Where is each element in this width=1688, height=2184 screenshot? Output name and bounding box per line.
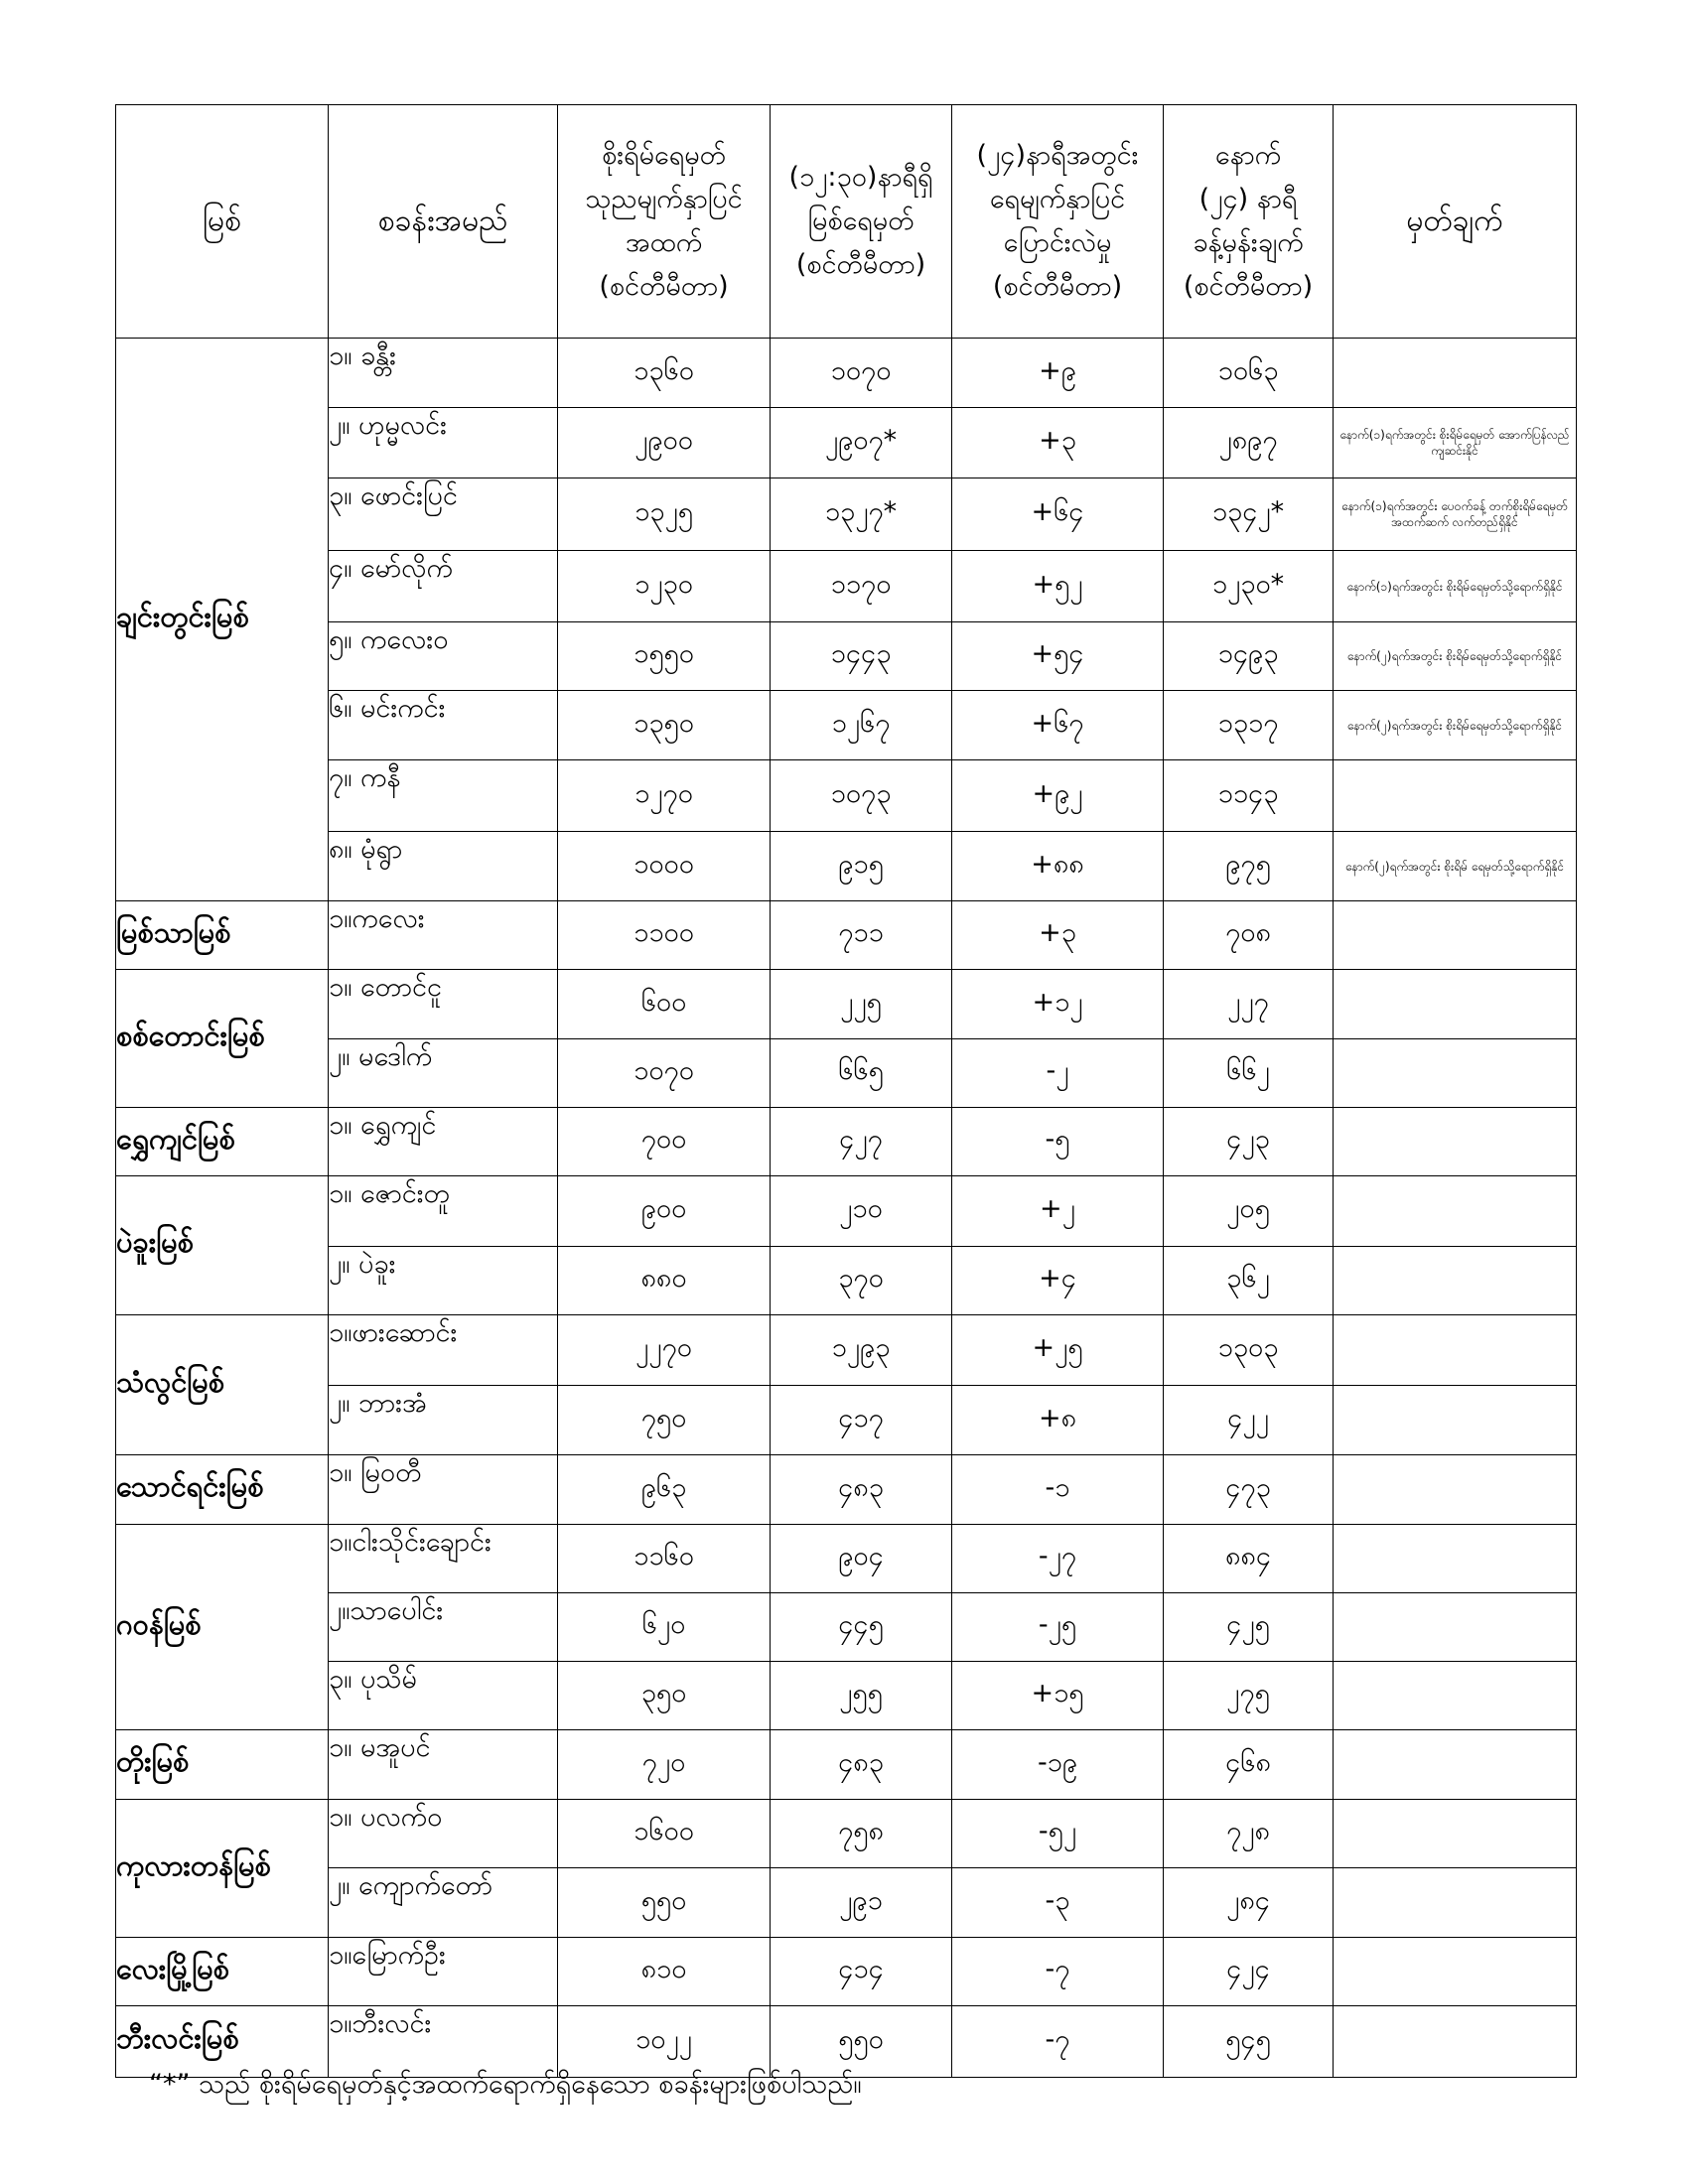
change-24h-cell: +၉	[952, 339, 1164, 408]
danger-level-cell: ၁၂၇၀	[558, 760, 771, 832]
table-row	[116, 1525, 1577, 1593]
change-24h-cell: +၆၄	[952, 478, 1164, 551]
change-24h-cell: +၁၅	[952, 1662, 1164, 1730]
station-name-cell: ၁။ဖားဆောင်း	[329, 1315, 558, 1386]
change-24h-cell: -၇	[952, 1938, 1164, 2006]
forecast-cell: ၄၂၃	[1164, 1108, 1334, 1176]
header-line: (စင်တီမီတာ)	[795, 249, 926, 280]
current-level-cell: ၂၉၁	[771, 1868, 952, 1938]
table-row	[116, 1315, 1577, 1386]
station-name-cell: ၇။ ကနီ	[329, 760, 558, 832]
table-row	[116, 1938, 1577, 2006]
forecast-cell: ၆၆၂	[1164, 1039, 1334, 1108]
remark-cell	[1334, 1108, 1577, 1176]
header-forecast	[1164, 105, 1334, 339]
river-name-cell: ချင်းတွင်းမြစ်	[116, 339, 329, 901]
table-row	[116, 832, 1577, 901]
current-level-cell: ၇၁၁	[771, 901, 952, 970]
current-level-cell: ၂၉၀၇*	[771, 408, 952, 478]
current-level-cell: ၁၀၇၀	[771, 339, 952, 408]
change-24h-cell: -၁	[952, 1455, 1164, 1525]
change-24h-cell: +၃	[952, 901, 1164, 970]
remark-cell: နောက်(၁)ရက်အတွင်း စိုးရိမ်ရေမှတ်သို့ရောက်ရှိနိုင်	[1334, 551, 1577, 622]
table-body	[116, 339, 1577, 2078]
table-row	[116, 408, 1577, 478]
current-level-cell: ၄၄၅	[771, 1593, 952, 1662]
table-row	[116, 551, 1577, 622]
table-row	[116, 1868, 1577, 1938]
current-level-cell: ၁၀၇၃	[771, 760, 952, 832]
header-station: စခန်းအမည်	[329, 105, 558, 339]
river-name-cell: တိုးမြစ်	[116, 1730, 329, 1800]
forecast-cell: ၄၂၅	[1164, 1593, 1334, 1662]
river-name-cell: လေးမြို့မြစ်	[116, 1938, 329, 2006]
table-row	[116, 1108, 1577, 1176]
river-name-cell: သံလွင်မြစ်	[116, 1315, 329, 1455]
change-24h-cell: +၈၈	[952, 832, 1164, 901]
station-name-cell: ၂။ ကျောက်တော်	[329, 1868, 558, 1938]
header-line: (စင်တီမီတာ)	[1183, 271, 1314, 302]
current-level-cell: ၄၈၃	[771, 1455, 952, 1525]
current-level-cell: ၄၁၄	[771, 1938, 952, 2006]
station-name-cell: ၁။ တောင်ငူ	[329, 970, 558, 1039]
table-row	[116, 1800, 1577, 1868]
river-name-cell: ကုလားတန်မြစ်	[116, 1800, 329, 1938]
table-row	[116, 339, 1577, 408]
station-name-cell: ၁။ကလေး	[329, 901, 558, 970]
header-line: (၂၄) နာရီ	[1198, 184, 1298, 214]
river-name-cell: သောင်ရင်းမြစ်	[116, 1455, 329, 1525]
station-name-cell: ၃။ ဖောင်းပြင်	[329, 478, 558, 551]
danger-level-cell: ၉၀၀	[558, 1176, 771, 1247]
station-name-cell: ၂။ ဘားအံ	[329, 1386, 558, 1455]
current-level-cell: ၉၀၄	[771, 1525, 952, 1593]
forecast-cell: ၁၃၄၂*	[1164, 478, 1334, 551]
table-row	[116, 1386, 1577, 1455]
danger-level-cell: ၁၃၂၅	[558, 478, 771, 551]
remark-cell	[1334, 1938, 1577, 2006]
river-name-cell: ဂဝန်မြစ်	[116, 1525, 329, 1730]
current-level-cell: ၆၆၅	[771, 1039, 952, 1108]
table-row	[116, 1176, 1577, 1247]
river-name-cell: ပဲခူးမြစ်	[116, 1176, 329, 1315]
station-name-cell: ၁။မြောက်ဦး	[329, 1938, 558, 2006]
remark-cell	[1334, 760, 1577, 832]
remark-cell	[1334, 1593, 1577, 1662]
station-name-cell: ၁။ဘီးလင်း	[329, 2006, 558, 2078]
station-name-cell: ၃။ ပုသိမ်	[329, 1662, 558, 1730]
danger-level-cell: ၇၅၀	[558, 1386, 771, 1455]
danger-level-cell: ၇၂၀	[558, 1730, 771, 1800]
remark-cell: နောက်(၁)ရက်အတွင်း ပေ၀က်ခန့် တက်စိုးရိမ်ရေမှတ်အထက်ဆက် လက်တည်ရှိနိုင်	[1334, 478, 1577, 551]
river-name-cell: မြစ်သာမြစ်	[116, 901, 329, 970]
current-level-cell: ၁၂၆၇	[771, 691, 952, 760]
header-line: ပြောင်းလဲမှု	[1003, 227, 1112, 258]
current-level-cell: ၄၈၃	[771, 1730, 952, 1800]
change-24h-cell: +၆၇	[952, 691, 1164, 760]
danger-level-cell: ၂၉၀၀	[558, 408, 771, 478]
forecast-cell: ၂၂၇	[1164, 970, 1334, 1039]
river-name-cell: စစ်တောင်းမြစ်	[116, 970, 329, 1108]
change-24h-cell: -၂၅	[952, 1593, 1164, 1662]
table-row	[116, 901, 1577, 970]
current-level-cell: ၄၁၇	[771, 1386, 952, 1455]
forecast-cell: ၁၃၀၃	[1164, 1315, 1334, 1386]
table-row	[116, 1730, 1577, 1800]
footer-note: “*” သည် စိုးရိမ်ရေမှတ်နှင့်အထက်ရောက်ရှိနေသော စခန်းများဖြစ်ပါသည်။	[149, 2069, 862, 2100]
forecast-cell: ၉၇၅	[1164, 832, 1334, 901]
station-name-cell: ၈။ မုံရွာ	[329, 832, 558, 901]
station-name-cell: ၁။ ဇောင်းတူ	[329, 1176, 558, 1247]
danger-level-cell: ၈၁၀	[558, 1938, 771, 2006]
station-name-cell: ၂။ မဒေါက်	[329, 1039, 558, 1108]
station-name-cell: ၅။ ကလေး၀	[329, 622, 558, 691]
station-name-cell: ၁။ ပလက်၀	[329, 1800, 558, 1868]
current-level-cell: ၁၃၂၇*	[771, 478, 952, 551]
forecast-cell: ၁၁၄၃	[1164, 760, 1334, 832]
change-24h-cell: -၁၉	[952, 1730, 1164, 1800]
header-line: မြစ်ရေမှတ်	[807, 205, 914, 236]
change-24h-cell: -၂	[952, 1039, 1164, 1108]
remark-cell	[1334, 1868, 1577, 1938]
table-row	[116, 1247, 1577, 1315]
station-name-cell: ၁။ မအူပင်	[329, 1730, 558, 1800]
change-24h-cell: +၅၄	[952, 622, 1164, 691]
table-row	[116, 622, 1577, 691]
header-remark: မှတ်ချက်	[1334, 105, 1577, 339]
forecast-cell: ၃၆၂	[1164, 1247, 1334, 1315]
table-row	[116, 970, 1577, 1039]
remark-cell	[1334, 339, 1577, 408]
station-name-cell: ၂။ ပဲခူး	[329, 1247, 558, 1315]
change-24h-cell: -၇	[952, 2006, 1164, 2078]
forecast-cell: ၈၈၄	[1164, 1525, 1334, 1593]
table-row	[116, 691, 1577, 760]
header-line: (စင်တီမီတာ)	[992, 271, 1123, 302]
danger-level-cell: ၈၈၀	[558, 1247, 771, 1315]
current-level-cell: ၄၂၇	[771, 1108, 952, 1176]
danger-level-cell: ၉၆၃	[558, 1455, 771, 1525]
danger-level-cell: ၇၀၀	[558, 1108, 771, 1176]
danger-level-cell: ၂၂၇၀	[558, 1315, 771, 1386]
change-24h-cell: +၅၂	[952, 551, 1164, 622]
danger-level-cell: ၁၃၅၀	[558, 691, 771, 760]
change-24h-cell: +၂	[952, 1176, 1164, 1247]
river-water-level-table	[115, 104, 1577, 2078]
header-line: (၂၄)နာရီအတွင်း	[976, 140, 1139, 171]
danger-level-cell: ၅၅၀	[558, 1868, 771, 1938]
current-level-cell: ၂၁၀	[771, 1176, 952, 1247]
remark-cell	[1334, 1455, 1577, 1525]
river-name-cell: ဘီးလင်းမြစ်	[116, 2006, 329, 2078]
forecast-cell: ၁၂၃၀*	[1164, 551, 1334, 622]
forecast-cell: ၇၂၈	[1164, 1800, 1334, 1868]
forecast-cell: ၄၂၂	[1164, 1386, 1334, 1455]
forecast-cell: ၄၆၈	[1164, 1730, 1334, 1800]
change-24h-cell: +၃	[952, 408, 1164, 478]
forecast-cell: ၂၈၉၇	[1164, 408, 1334, 478]
remark-cell: နောက်(၁)ရက်အတွင်း စိုးရိမ်ရေမှတ် အောက်ပြန်လည်ကျဆင်းနိုင်	[1334, 408, 1577, 478]
remark-cell	[1334, 1315, 1577, 1386]
header-line: အထက်	[625, 227, 703, 258]
header-line: (စင်တီမီတာ)	[599, 271, 729, 302]
current-level-cell: ၅၅၀	[771, 2006, 952, 2078]
danger-level-cell: ၁၆၀၀	[558, 1800, 771, 1868]
forecast-cell: ၁၃၁၇	[1164, 691, 1334, 760]
table-row	[116, 1455, 1577, 1525]
danger-level-cell: ၁၂၃၀	[558, 551, 771, 622]
danger-level-cell: ၁၀၇၀	[558, 1039, 771, 1108]
remark-cell	[1334, 1039, 1577, 1108]
current-level-cell: ၁၁၇၀	[771, 551, 952, 622]
current-level-cell: ၂၅၅	[771, 1662, 952, 1730]
forecast-cell: ၂၇၅	[1164, 1662, 1334, 1730]
remark-cell	[1334, 970, 1577, 1039]
change-24h-cell: +၄	[952, 1247, 1164, 1315]
change-24h-cell: -၂၇	[952, 1525, 1164, 1593]
remark-cell	[1334, 1525, 1577, 1593]
header-current-level	[771, 105, 952, 339]
table-row	[116, 1039, 1577, 1108]
change-24h-cell: +၈	[952, 1386, 1164, 1455]
change-24h-cell: -၅	[952, 1108, 1164, 1176]
header-line: သုညမျက်နှာပြင်	[585, 184, 743, 214]
remark-cell	[1334, 1386, 1577, 1455]
current-level-cell: ၉၁၅	[771, 832, 952, 901]
forecast-cell: ၄၇၃	[1164, 1455, 1334, 1525]
current-level-cell: ၃၇၀	[771, 1247, 952, 1315]
change-24h-cell: +၁၂	[952, 970, 1164, 1039]
danger-level-cell: ၁၃၆၀	[558, 339, 771, 408]
forecast-cell: ၁၄၉၃	[1164, 622, 1334, 691]
remark-cell	[1334, 2006, 1577, 2078]
danger-level-cell: ၁၁၀၀	[558, 901, 771, 970]
change-24h-cell: -၅၂	[952, 1800, 1164, 1868]
danger-level-cell: ၃၅၀	[558, 1662, 771, 1730]
header-line: နောက်	[1214, 140, 1282, 171]
current-level-cell: ၇၅၈	[771, 1800, 952, 1868]
danger-level-cell: ၁၅၅၀	[558, 622, 771, 691]
header-line: (၁၂:၃၀)နာရီရှိ	[788, 162, 933, 193]
danger-level-cell: ၁၀၂၂	[558, 2006, 771, 2078]
remark-cell: နောက်(၂)ရက်အတွင်း စိုးရိမ်ရေမှတ်သို့ရောက်ရှိနိုင်	[1334, 622, 1577, 691]
remark-cell: နောက်(၂)ရက်အတွင်း စိုးရိမ်ရေမှတ်သို့ရောက်ရှိနိုင်	[1334, 691, 1577, 760]
change-24h-cell: +၉၂	[952, 760, 1164, 832]
station-name-cell: ၁။ ရွှေကျင်	[329, 1108, 558, 1176]
header-line: ရေမျက်နှာပြင်	[989, 184, 1126, 214]
station-name-cell: ၁။ငါးသိုင်းချောင်း	[329, 1525, 558, 1593]
current-level-cell: ၁၄၄၃	[771, 622, 952, 691]
remark-cell	[1334, 1662, 1577, 1730]
station-name-cell: ၂။ ဟုမ္မလင်း	[329, 408, 558, 478]
remark-cell	[1334, 1730, 1577, 1800]
header-row	[116, 105, 1577, 339]
header-line: ခန့်မှန်းချက်	[1193, 227, 1304, 258]
station-name-cell: ၁။ မြ၀တီ	[329, 1455, 558, 1525]
change-24h-cell: -၃	[952, 1868, 1164, 1938]
station-name-cell: ၄။ မော်လိုက်	[329, 551, 558, 622]
forecast-cell: ၂၈၄	[1164, 1868, 1334, 1938]
current-level-cell: ၂၂၅	[771, 970, 952, 1039]
change-24h-cell: +၂၅	[952, 1315, 1164, 1386]
forecast-cell: ၅၄၅	[1164, 2006, 1334, 2078]
table-row	[116, 1662, 1577, 1730]
station-name-cell: ၁။ ခန္တီး	[329, 339, 558, 408]
current-level-cell: ၁၂၉၃	[771, 1315, 952, 1386]
remark-cell: နောက်(၂)ရက်အတွင်း စိုးရိမ် ရေမှတ်သို့ရောက်ရှိနိုင်	[1334, 832, 1577, 901]
header-24h-change	[952, 105, 1164, 339]
remark-cell	[1334, 1176, 1577, 1247]
danger-level-cell: ၁၀၀၀	[558, 832, 771, 901]
remark-cell	[1334, 901, 1577, 970]
table-row	[116, 478, 1577, 551]
danger-level-cell: ၆၀၀	[558, 970, 771, 1039]
header-danger-level	[558, 105, 771, 339]
river-name-cell: ရွှေကျင်မြစ်	[116, 1108, 329, 1176]
remark-cell	[1334, 1247, 1577, 1315]
station-name-cell: ၂။သာပေါင်း	[329, 1593, 558, 1662]
danger-level-cell: ၁၁၆၀	[558, 1525, 771, 1593]
forecast-cell: ၂၀၅	[1164, 1176, 1334, 1247]
table-row	[116, 1593, 1577, 1662]
forecast-cell: ၇၀၈	[1164, 901, 1334, 970]
remark-cell	[1334, 1800, 1577, 1868]
header-river: မြစ်	[116, 105, 329, 339]
danger-level-cell: ၆၂၀	[558, 1593, 771, 1662]
table-row	[116, 760, 1577, 832]
header-line: စိုးရိမ်ရေမှတ်	[602, 140, 726, 171]
forecast-cell: ၁၀၆၃	[1164, 339, 1334, 408]
forecast-cell: ၄၂၄	[1164, 1938, 1334, 2006]
station-name-cell: ၆။ မင်းကင်း	[329, 691, 558, 760]
